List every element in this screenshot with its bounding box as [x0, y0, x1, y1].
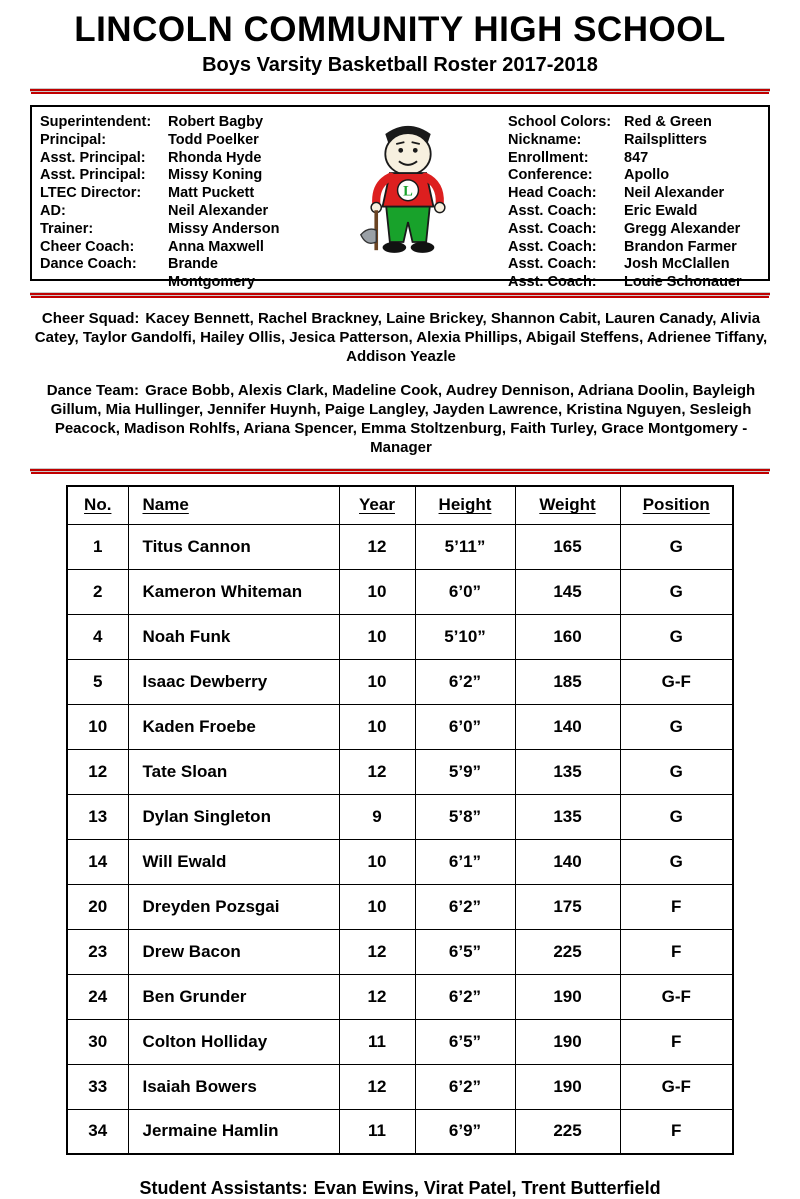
player-name: Colton Holliday	[128, 1019, 339, 1064]
info-row	[40, 167, 308, 185]
player-year: 12	[339, 524, 415, 569]
player-number: 20	[67, 884, 128, 929]
info-row	[40, 239, 308, 257]
column-header-position: Position	[620, 486, 733, 524]
player-number: 33	[67, 1064, 128, 1109]
info-label: Trainer:	[40, 220, 94, 237]
player-height: 6’2”	[415, 884, 515, 929]
player-weight: 185	[515, 659, 620, 704]
info-label: Asst. Principal:	[40, 167, 146, 184]
table-row	[67, 704, 733, 749]
player-number: 10	[67, 704, 128, 749]
player-name: Drew Bacon	[128, 929, 339, 974]
cheer-squad-members: Kacey Bennett, Rachel Brackney, Laine Brickey, Shannon Cabit, Lauren Canady, Alivia Catey, Taylor Gandolfi, Hailey Ollis, Jesica Patterson, Alexia Phillips, Abigail Steffens, Adrienee Tiffany, Addison Yeazle	[34, 310, 768, 365]
info-row	[40, 150, 308, 168]
player-year: 12	[339, 974, 415, 1019]
player-number: 12	[67, 749, 128, 794]
player-name: Titus Cannon	[128, 524, 339, 569]
player-name: Dreyden Pozsgai	[128, 884, 339, 929]
railsplitter-mascot-image	[349, 117, 467, 269]
info-value: Gregg Alexander	[624, 220, 741, 237]
player-weight: 225	[515, 929, 620, 974]
player-position: G	[620, 524, 733, 569]
info-value: Apollo	[624, 167, 670, 184]
table-row	[67, 839, 733, 884]
player-weight: 160	[515, 614, 620, 659]
player-weight: 145	[515, 569, 620, 614]
info-row	[40, 185, 308, 203]
table-row	[67, 749, 733, 794]
player-number: 34	[67, 1109, 128, 1154]
red-divider	[30, 292, 770, 296]
school-info-box	[30, 105, 770, 291]
column-header-weight: Weight	[515, 486, 620, 524]
info-value: Robert Bagby	[168, 114, 264, 130]
player-position: G	[620, 839, 733, 884]
info-label: Principal:	[40, 131, 107, 148]
info-row	[508, 203, 760, 221]
info-label: Asst. Coach:	[508, 238, 597, 255]
player-year: 10	[339, 569, 415, 614]
info-row	[508, 114, 760, 132]
player-weight: 140	[515, 704, 620, 749]
info-value: Railsplitters	[624, 131, 707, 148]
info-label: Cheer Coach:	[40, 238, 135, 255]
player-year: 10	[339, 839, 415, 884]
player-year: 11	[339, 1019, 415, 1064]
info-row	[40, 203, 308, 221]
info-value: Brandon Farmer	[624, 238, 737, 255]
table-row	[67, 614, 733, 659]
player-name: Kameron Whiteman	[128, 569, 339, 614]
player-weight: 140	[515, 839, 620, 884]
info-row	[508, 150, 760, 168]
info-row	[40, 114, 308, 132]
info-value: Matt Puckett	[168, 185, 255, 202]
info-row	[508, 239, 760, 257]
player-height: 5’11”	[415, 524, 515, 569]
player-name: Jermaine Hamlin	[128, 1109, 339, 1154]
table-row	[67, 1064, 733, 1109]
school-facts-column	[508, 114, 760, 292]
dance-team-label: Dance Team:	[46, 382, 140, 399]
dance-team-paragraph	[30, 381, 772, 457]
player-number: 24	[67, 974, 128, 1019]
info-label: Asst. Principal:	[40, 149, 146, 166]
info-value: Red & Green	[624, 114, 712, 130]
info-value: Josh McClallen	[624, 256, 730, 273]
player-height: 6’0”	[415, 569, 515, 614]
info-row	[40, 256, 308, 292]
player-number: 13	[67, 794, 128, 839]
player-weight: 135	[515, 749, 620, 794]
info-value: Eric Ewald	[624, 202, 698, 219]
red-divider	[30, 88, 770, 92]
column-header-height: Height	[415, 486, 515, 524]
player-name: Kaden Froebe	[128, 704, 339, 749]
player-year: 11	[339, 1109, 415, 1154]
player-height: 6’5”	[415, 929, 515, 974]
info-row	[508, 132, 760, 150]
red-divider	[30, 468, 770, 472]
player-name: Ben Grunder	[128, 974, 339, 1019]
player-year: 12	[339, 749, 415, 794]
player-position: F	[620, 929, 733, 974]
page-subtitle: Boys Varsity Basketball Roster 2017-2018	[202, 54, 598, 76]
player-height: 6’2”	[415, 974, 515, 1019]
table-row	[67, 884, 733, 929]
table-row	[67, 1109, 733, 1154]
player-height: 5’9”	[415, 749, 515, 794]
player-number: 23	[67, 929, 128, 974]
cheer-squad-label: Cheer Squad:	[41, 310, 140, 327]
player-weight: 165	[515, 524, 620, 569]
player-number: 5	[67, 659, 128, 704]
column-header-name: Name	[128, 486, 339, 524]
mascot-container	[308, 114, 508, 272]
info-value: Missy Anderson	[168, 220, 280, 237]
info-label: Nickname:	[508, 131, 582, 148]
info-label: Asst. Coach:	[508, 220, 597, 237]
info-row	[508, 185, 760, 203]
info-row	[40, 221, 308, 239]
info-label: LTEC Director:	[40, 185, 142, 202]
player-position: G	[620, 704, 733, 749]
table-row	[67, 659, 733, 704]
player-year: 12	[339, 929, 415, 974]
info-label: Dance Coach:	[40, 256, 137, 273]
info-value: Neil Alexander	[168, 202, 269, 219]
info-value: Anna Maxwell	[168, 238, 264, 255]
player-year: 10	[339, 659, 415, 704]
info-label: Asst. Coach:	[508, 202, 597, 219]
info-value: Missy Koning	[168, 167, 263, 184]
player-height: 6’5”	[415, 1019, 515, 1064]
info-value: Todd Poelker	[168, 131, 259, 148]
table-row	[67, 1019, 733, 1064]
table-row	[67, 794, 733, 839]
player-number: 1	[67, 524, 128, 569]
column-header-year: Year	[339, 486, 415, 524]
player-position: G	[620, 614, 733, 659]
table-row	[67, 524, 733, 569]
student-assistants-label: Student Assistants:	[139, 1178, 308, 1198]
player-height: 5’8”	[415, 794, 515, 839]
player-height: 6’1”	[415, 839, 515, 884]
student-assistants-names: Evan Ewins, Virat Patel, Trent Butterfield	[313, 1178, 661, 1198]
info-label: Asst. Coach:	[508, 274, 597, 291]
player-position: G	[620, 569, 733, 614]
player-year: 10	[339, 614, 415, 659]
player-position: G	[620, 749, 733, 794]
page-title: LINCOLN COMMUNITY HIGH SCHOOL	[74, 10, 726, 49]
info-value: Rhonda Hyde	[168, 149, 262, 166]
table-row	[67, 569, 733, 614]
player-weight: 190	[515, 1064, 620, 1109]
player-height: 6’2”	[415, 1064, 515, 1109]
player-number: 4	[67, 614, 128, 659]
player-number: 2	[67, 569, 128, 614]
player-position: F	[620, 1019, 733, 1064]
table-row	[67, 974, 733, 1019]
player-weight: 190	[515, 1019, 620, 1064]
player-name: Isaiah Bowers	[128, 1064, 339, 1109]
column-header-no: No.	[67, 486, 128, 524]
player-number: 30	[67, 1019, 128, 1064]
player-name: Tate Sloan	[128, 749, 339, 794]
info-label: School Colors:	[508, 114, 612, 130]
player-position: G-F	[620, 974, 733, 1019]
player-year: 9	[339, 794, 415, 839]
table-row	[67, 929, 733, 974]
player-weight: 135	[515, 794, 620, 839]
info-row	[40, 132, 308, 150]
player-year: 10	[339, 704, 415, 749]
player-height: 5’10”	[415, 614, 515, 659]
player-position: G	[620, 794, 733, 839]
staff-info-column	[40, 114, 308, 292]
player-height: 6’2”	[415, 659, 515, 704]
info-label: AD:	[40, 202, 66, 219]
info-label: Superintendent:	[40, 114, 152, 130]
player-weight: 175	[515, 884, 620, 929]
info-row	[508, 221, 760, 239]
player-weight: 225	[515, 1109, 620, 1154]
player-position: G-F	[620, 659, 733, 704]
table-header-row	[67, 486, 733, 524]
player-position: F	[620, 1109, 733, 1154]
player-year: 12	[339, 1064, 415, 1109]
player-height: 6’0”	[415, 704, 515, 749]
info-label: Enrollment:	[508, 149, 589, 166]
info-label: Head Coach:	[508, 185, 597, 202]
player-position: F	[620, 884, 733, 929]
student-assistants-line	[30, 1178, 770, 1199]
player-weight: 190	[515, 974, 620, 1019]
player-height: 6’9”	[415, 1109, 515, 1154]
player-name: Will Ewald	[128, 839, 339, 884]
cheer-squad-paragraph	[30, 309, 772, 366]
player-number: 14	[67, 839, 128, 884]
info-row	[508, 167, 760, 185]
info-value: Brande Montgomery	[168, 256, 255, 291]
mascot-letter: L	[403, 183, 413, 200]
info-label: Conference:	[508, 167, 593, 184]
dance-team-members: Grace Bobb, Alexis Clark, Madeline Cook, Audrey Dennison, Adriana Doolin, Bayleigh Gillum, Mia Hullinger, Jennifer Huynh, Paige Langley, Jayden Lawrence, Kristina Nguyen, Sesleigh Peacock, Madison Rohlfs, Ariana Spencer, Emma Stoltzenburg, Faith Turley, Grace Montgomery - Manager	[50, 382, 756, 456]
info-label: Asst. Coach:	[508, 256, 597, 273]
player-name: Dylan Singleton	[128, 794, 339, 839]
player-name: Isaac Dewberry	[128, 659, 339, 704]
info-row	[508, 274, 760, 292]
info-row	[508, 256, 760, 274]
info-value: Neil Alexander	[624, 185, 725, 202]
roster-table	[66, 485, 734, 1155]
info-value: Louie Schonauer	[624, 274, 742, 291]
player-name: Noah Funk	[128, 614, 339, 659]
player-position: G-F	[620, 1064, 733, 1109]
player-year: 10	[339, 884, 415, 929]
info-value: 847	[624, 149, 649, 166]
